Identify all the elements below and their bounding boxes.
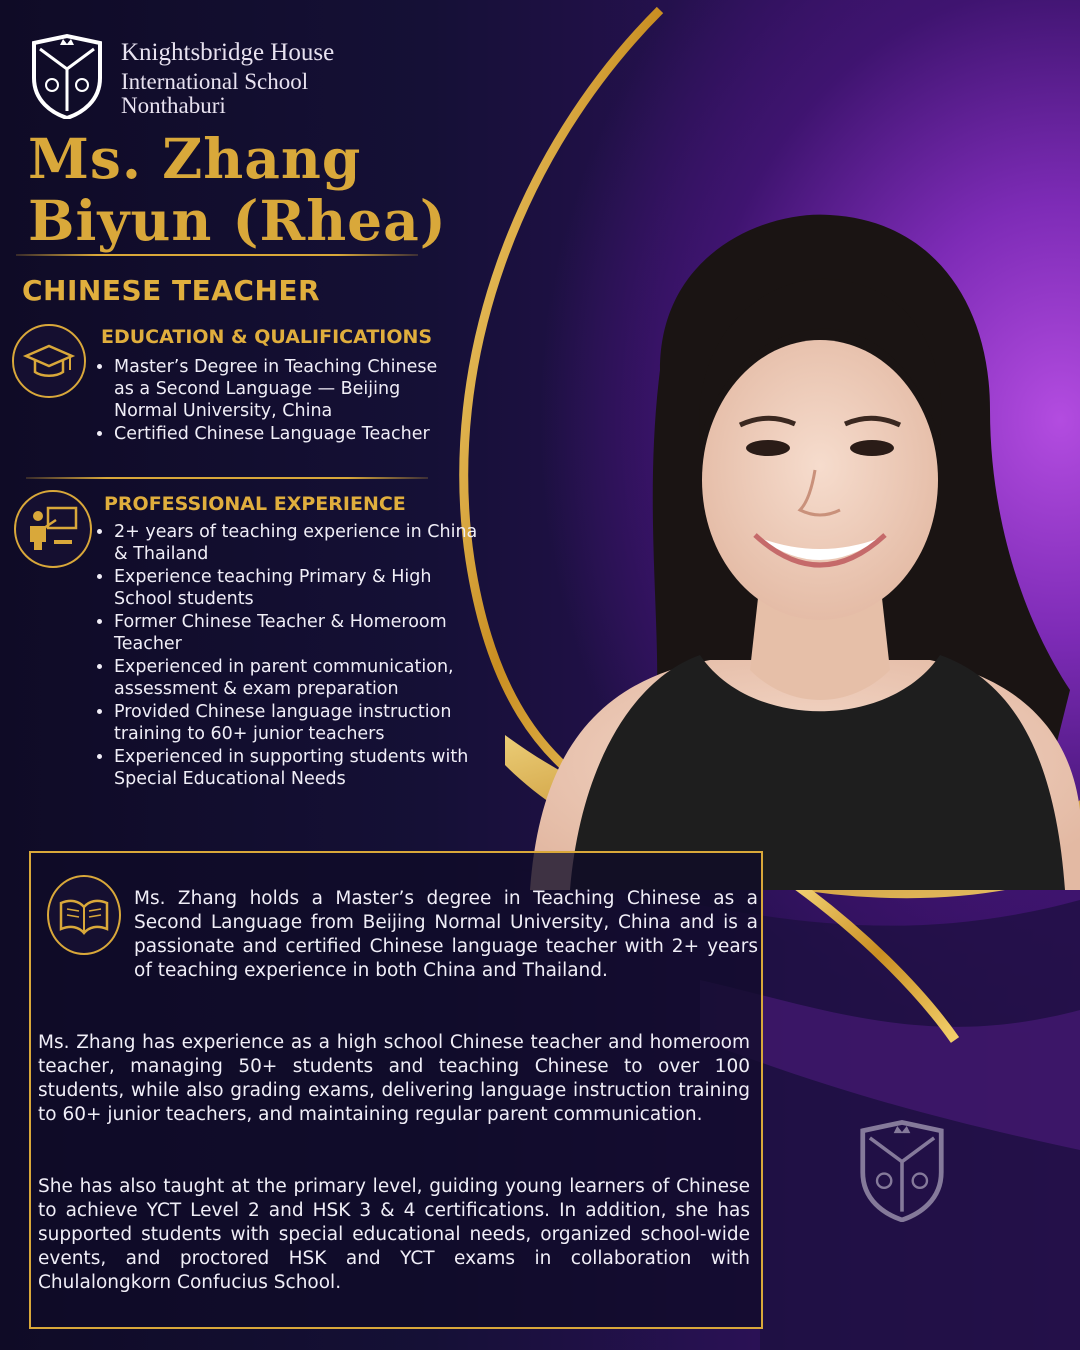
- bio-intro: Ms. Zhang holds a Master’s degree in Teaching Chinese as a Second Language from Beijing Normal University, China and is a passionate and certified Chinese language teacher with 2+ years of teaching experience in both China and Thailand.: [134, 888, 758, 981]
- experience-title: PROFESSIONAL EXPERIENCE: [104, 493, 406, 515]
- teacher-board-icon: [14, 490, 92, 568]
- graduation-cap-icon: [12, 324, 86, 398]
- education-list: [94, 356, 459, 446]
- school-name-line2: International School: [121, 69, 309, 94]
- name-underline: [16, 254, 418, 256]
- teacher-name: [28, 128, 447, 252]
- education-title: EDUCATION & QUALIFICATIONS: [101, 326, 433, 348]
- list-item: • Former Chinese Teacher & Homeroom Teacher: [114, 611, 482, 655]
- list-item: • 2+ years of teaching experience in China & Thailand: [114, 521, 482, 565]
- bio-paragraph-2: Ms. Zhang has experience as a high school Chinese teacher and homeroom teacher, managing 50+ students and teaching Chinese to over 100 students, while also grading exams, delivering language instruction training to 60+ junior teachers, and maintaining regular parent communication.: [38, 1032, 750, 1125]
- list-item: • Master’s Degree in Teaching Chinese as a Second Language — Beijing Normal University, China: [114, 356, 459, 422]
- experience-list: [94, 521, 482, 791]
- list-item: • Certified Chinese Language Teacher: [114, 423, 459, 445]
- open-book-icon: [47, 875, 121, 955]
- list-item: • Experience teaching Primary & High School students: [114, 566, 482, 610]
- watermark-crest-icon: [858, 1118, 946, 1222]
- school-crest-icon: [30, 33, 104, 119]
- bio-box: [29, 851, 763, 1329]
- bio-paragraph-3: She has also taught at the primary level, guiding young learners of Chinese to achieve YCT Level 2 and HSK 3 & 4 certifications. In addition, she has supported students with special educational needs, organized school-wide events, and proctored HSK and YCT exams in collaboration with Chulalongkorn Confucius School.: [38, 1176, 750, 1293]
- school-name-line1: Knightsbridge House: [121, 39, 335, 66]
- list-item: • Experienced in supporting students with Special Educational Needs: [114, 746, 482, 790]
- teacher-portrait: [510, 210, 1080, 890]
- list-item: • Provided Chinese language instruction training to 60+ junior teachers: [114, 701, 482, 745]
- school-name: [121, 38, 334, 120]
- teacher-role: CHINESE TEACHER: [22, 274, 321, 307]
- list-item: • Experienced in parent communication, assessment & exam preparation: [114, 656, 482, 700]
- section-divider: [26, 477, 428, 479]
- school-name-line3: Nonthaburi: [121, 93, 226, 118]
- teacher-name-line2: Biyun (Rhea): [28, 188, 447, 253]
- teacher-name-line1: Ms. Zhang: [28, 126, 362, 191]
